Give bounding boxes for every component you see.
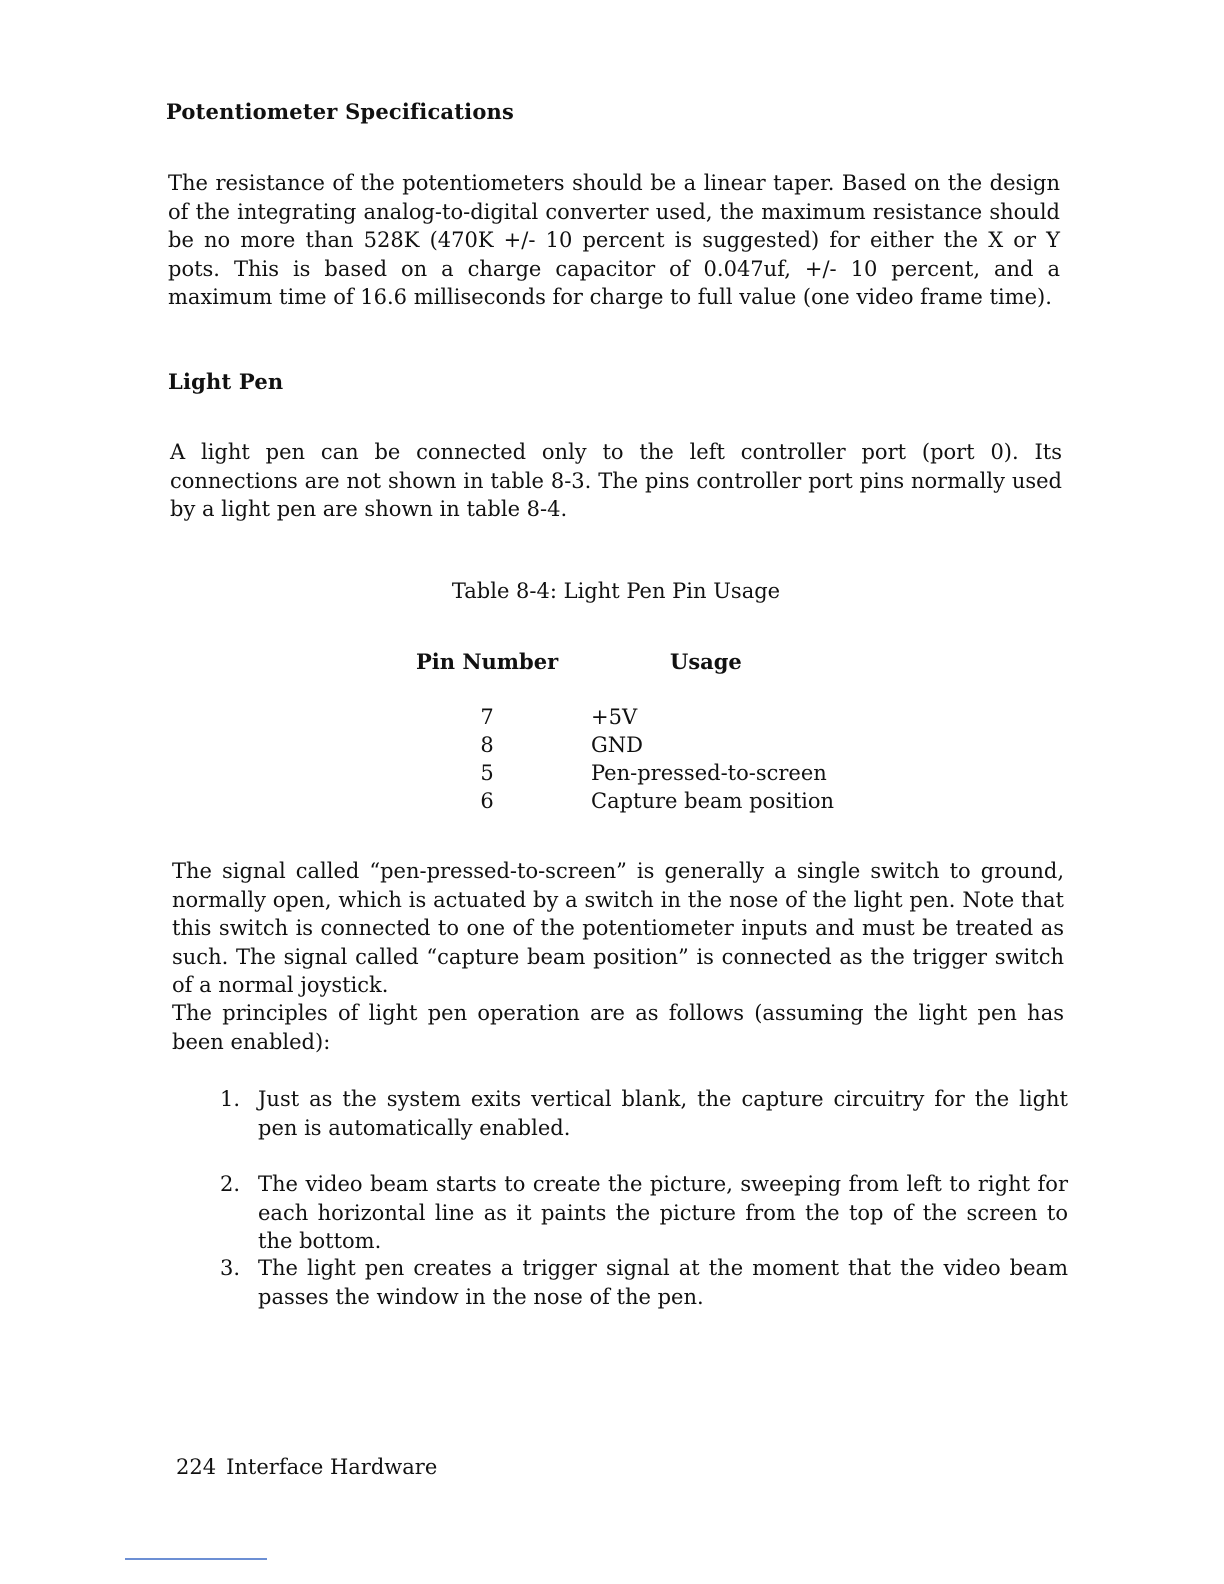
table-cell-pin: 8 (480, 733, 494, 757)
paragraph-potentiometer-specs: The resistance of the potentiometers should be a linear taper. Based on the design of the integrating analog-to-digital converter used, the maximum resistance should be no more than 528K (470K +/- 10 percent is suggested) for either the X or Y pots. This is based on a charge capacitor of 0.047uf, +/- 10 percent, and a maximum time of 16.6 milliseconds for charge to full value (one video frame time). (168, 171, 1060, 309)
page-number: 224 (176, 1455, 217, 1479)
list-item-number: 3. (219, 1256, 240, 1280)
section-title-light-pen: Light Pen (168, 369, 284, 394)
table-cell-usage: Capture beam position (591, 789, 835, 813)
scan-edge-line (125, 1558, 267, 1560)
list-item-number: 1. (219, 1087, 240, 1111)
table-header-pin-number: Pin Number (416, 649, 559, 674)
table-cell-pin: 6 (480, 789, 494, 813)
table-cell-pin: 5 (480, 761, 494, 785)
table-cell-usage: GND (591, 733, 643, 757)
list-item-number: 2. (219, 1172, 240, 1196)
page-footer (176, 1455, 437, 1479)
list-item-text: Just as the system exits vertical blank, the capture circuitry for the light pen is automatically enabled. (258, 1087, 1068, 1140)
table-cell-usage: Pen-pressed-to-screen (591, 761, 827, 785)
list-item-text: The light pen creates a trigger signal at the moment that the video beam passes the window in the nose of the pen. (258, 1256, 1068, 1309)
table-row (0, 789, 1224, 817)
table-cell-pin: 7 (480, 705, 494, 729)
footer-section-name: Interface Hardware (226, 1455, 438, 1479)
paragraph-signal-description: The signal called “pen-pressed-to-screen” is generally a single switch to ground, normally open, which is actuated by a switch in the nose of the light pen. Note that this switch is connected to one of the potentiometer inputs and must be treated as such. The signal called “capture beam position” is connected as the trigger switch of a normal joystick. (172, 859, 1064, 997)
table-caption: Table 8-4: Light Pen Pin Usage (451, 579, 781, 603)
table-row (0, 705, 1224, 733)
paragraph-principles-intro: The principles of light pen operation are as follows (assuming the light pen has been enabled): (172, 1001, 1064, 1054)
paragraph-light-pen-intro: A light pen can be connected only to the left controller port (port 0). Its connections are not shown in table 8-3. The pins controller port pins normally used by a light pen are shown in table 8-4. (170, 440, 1062, 521)
table-row (0, 733, 1224, 761)
table-header-usage: Usage (670, 649, 742, 674)
table-row (0, 761, 1224, 789)
list-item-text: The video beam starts to create the picture, sweeping from left to right for each horizontal line as it paints the picture from the top of the screen to the bottom. (258, 1172, 1068, 1253)
table-cell-usage: +5V (591, 705, 638, 729)
section-title-potentiometer: Potentiometer Specifications (166, 99, 515, 124)
